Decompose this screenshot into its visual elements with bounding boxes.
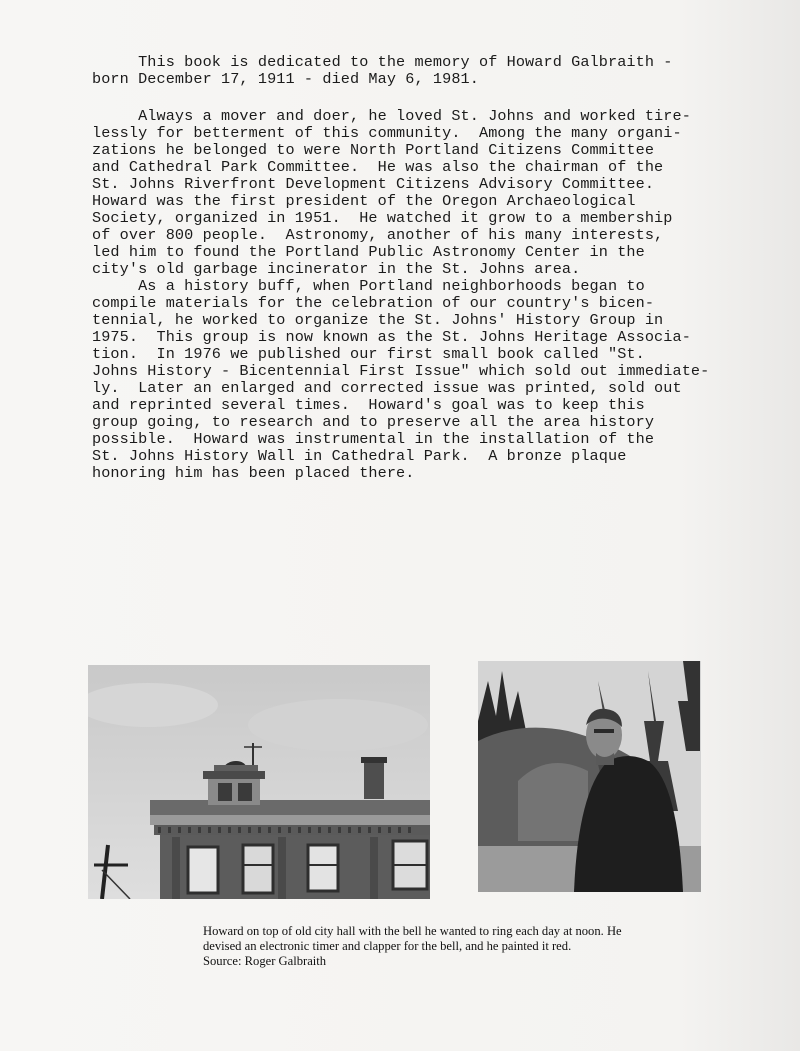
bio-line: and reprinted several times. Howard's goal was to keep this bbox=[92, 396, 645, 414]
howard-portrait-image bbox=[478, 661, 701, 892]
bio-line: As a history buff, when Portland neighborhoods began to bbox=[92, 277, 645, 295]
bio-line: Always a mover and doer, he loved St. Johns and worked tire- bbox=[92, 107, 691, 125]
bio-line: Howard was the first president of the Oregon Archaeological bbox=[92, 192, 636, 210]
bio-line: St. Johns History Wall in Cathedral Park. A bronze plaque bbox=[92, 447, 627, 465]
bio-line: of over 800 people. Astronomy, another of his many interests, bbox=[92, 226, 664, 244]
bio-line: group going, to research and to preserve all the area history bbox=[92, 413, 655, 431]
bio-line: Society, organized in 1951. He watched it grow to a membership bbox=[92, 209, 673, 227]
bio-line: compile materials for the celebration of our country's bicen- bbox=[92, 294, 655, 312]
bio-line: honoring him has been placed there. bbox=[92, 464, 415, 482]
dedication-line: born December 17, 1911 - died May 6, 1981. bbox=[92, 70, 479, 88]
city-hall-image bbox=[88, 665, 430, 899]
bio-line: tion. In 1976 we published our first small book called "St. bbox=[92, 345, 645, 363]
bio-line: possible. Howard was instrumental in the installation of the bbox=[92, 430, 655, 448]
bio-line: tennial, he worked to organize the St. Johns' History Group in bbox=[92, 311, 664, 329]
biography bbox=[92, 108, 732, 482]
caption-source: Source: Roger Galbraith bbox=[203, 954, 327, 968]
bio-line: lessly for betterment of this community. Among the many organi- bbox=[92, 124, 682, 142]
photo-city-hall bbox=[88, 665, 430, 899]
dedication-line: This book is dedicated to the memory of Howard Galbraith - bbox=[92, 53, 673, 71]
bio-line: Johns History - Bicentennial First Issue" which sold out immediate- bbox=[92, 362, 710, 380]
bio-line: led him to found the Portland Public Astronomy Center in the bbox=[92, 243, 645, 261]
caption-text: Howard on top of old city hall with the bell he wanted to ring each day at noon. He devised an electronic timer and clapper for the bell, and he painted it red. bbox=[203, 924, 622, 953]
bio-line: 1975. This group is now known as the St. Johns Heritage Associa- bbox=[92, 328, 691, 346]
bio-line: St. Johns Riverfront Development Citizens Advisory Committee. bbox=[92, 175, 655, 193]
bio-line: ly. Later an enlarged and corrected issue was printed, sold out bbox=[92, 379, 682, 397]
bio-line: zations he belonged to were North Portland Citizens Committee bbox=[92, 141, 655, 159]
dedication bbox=[92, 54, 732, 88]
main-text bbox=[92, 54, 732, 482]
photo-caption bbox=[203, 924, 623, 969]
bio-line: city's old garbage incinerator in the St. Johns area. bbox=[92, 260, 581, 278]
bio-line: and Cathedral Park Committee. He was also the chairman of the bbox=[92, 158, 664, 176]
photo-howard bbox=[478, 661, 701, 892]
